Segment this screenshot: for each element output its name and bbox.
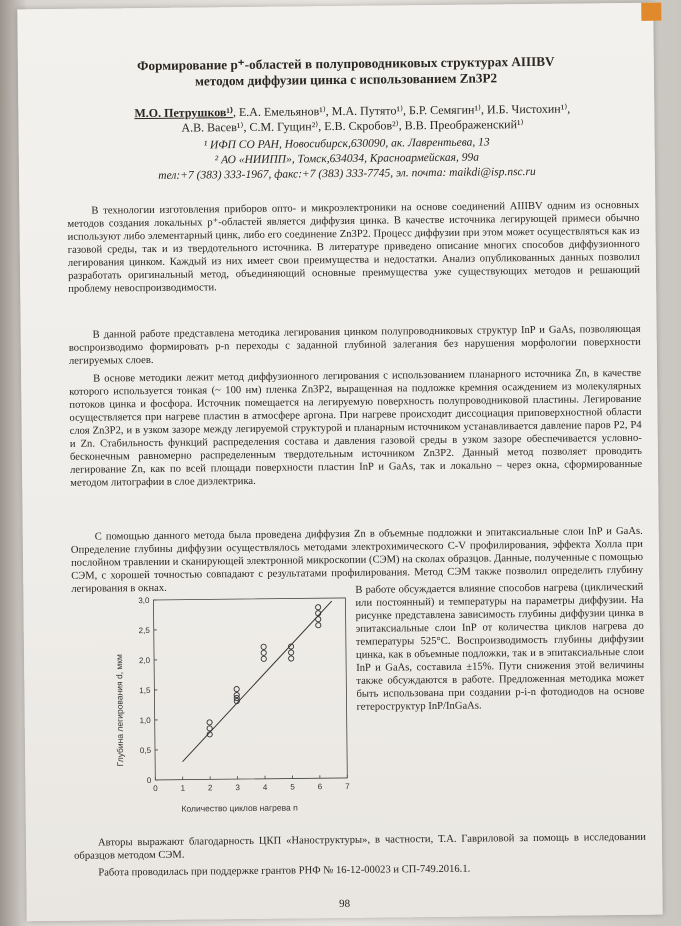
- data-point: [289, 650, 294, 655]
- paragraph-5: В работе обсуждается влияние способов нагрева (циклический или постоянный) и температуры на параметры диффузии. На рисунке представлена зависимость глубины диффузии цинка в эпитаксиальные слои InP от количества циклов нагрева до температуры 525°C. Воспроизводимость глубины диффузии цинка, как в объемные подложки, так и в эпитаксиальные слои InP и GaAs, составила ±15%. Пути снижения этой величины также обсуждаются в работе. Предложенная методика может быть использована при создании p-i-n фотодиодов на основе гетероструктур InP/InGaAs.: [355, 581, 645, 713]
- y-tick-label: 2,5: [138, 626, 150, 636]
- y-tick-label: 0,5: [139, 745, 152, 756]
- x-tick-label: 0: [153, 783, 158, 793]
- x-tick-label: 1: [180, 783, 186, 793]
- document-page: [17, 3, 663, 922]
- y-tick-label: 3,0: [138, 596, 150, 606]
- paragraph-6: Авторы выражают благодарность ЦКП «Наноструктуры», в частности, Т.А. Гавриловой за помощь в исследовании образцов методом СЭМ.: [74, 831, 647, 862]
- x-tick-label: 3: [235, 783, 240, 793]
- fit-line: [181, 601, 334, 762]
- contact-info: тел:+7 (383) 333-1967, факс:+7 (383) 333-7745, эл. почта: maikdi@isp.nsc.ru: [158, 165, 536, 182]
- data-point: [316, 617, 321, 622]
- paragraph-1: В технологии изготовления приборов опто- и микроэлектроники на основе соединений AIIIBV одним из основных методов создания локальных p⁺-областей является диффузия цинка. В качестве источника легирующей примеси обычно используют либо элементарный цинк, либо его соединение Zn3P2. Процесс диффузии при этом может осуществляться как из газовой среды, так и из твердотельного источника. В литературе приведено описание многих способов диффузионного легирования цинком. Каждый из них имеет свои преимущества и недостатки. Анализ опубликованных данных позволил разработать оригинальный метод, объединяющий основные преимущества уже существующих методов и решающий проблему невоспроизводимости.: [67, 199, 641, 295]
- paragraph-7: Работа проводилась при поддержке грантов РНФ № 16-12-00023 и СП-749.2016.1.: [98, 863, 471, 879]
- y-tick-label: 1,5: [139, 685, 151, 696]
- data-point: [207, 726, 212, 731]
- y-tick-label: 1,0: [139, 715, 151, 726]
- x-tick-label: 7: [345, 781, 350, 791]
- affiliation-1: ¹ ИФП СО РАН, Новосибирск,630090, ак. Лаврентьева, 13: [203, 136, 490, 152]
- title-line-1: Формирование p⁺-областей в полупроводниковых структурах AIIIBV: [137, 53, 555, 74]
- paragraph-2: В данной работе представлена методика легирования цинком полупроводниковых структур InP и GaAs, позволяющая воспроизводимо формировать p-n переходы с заданной глубиной залегания без нарушения морфологии поверхности легируемых слоев.: [68, 323, 641, 367]
- affiliation-2: ² АО «НИИПП», Томск,634034, Красноармейская, 99а: [214, 151, 479, 167]
- affiliations: [59, 134, 635, 185]
- data-point: [315, 605, 320, 610]
- authors: [68, 101, 636, 137]
- x-tick-label: 6: [317, 782, 323, 792]
- chart-svg: [109, 588, 359, 819]
- x-tick-label: 4: [262, 782, 268, 792]
- lead-author: М.О. Петрушков¹⁾: [134, 105, 233, 121]
- paragraph-4: С помощью данного метода была проведена диффузия Zn в объемные подложки и эпитаксиальные слои InP и GaAs. Определение глубины диффузии осуществлялось методами электрохимического C-V профилирования, эффекта Холла при послойном травлении и сканирующей электронной микроскопии (СЭМ) на сколах образцов. Данные, полученные с помощью СЭМ, с хорошей точностью совпадают с результатами профилирования. Метод СЭМ также позволил определить глубину легирования в окнах.: [70, 525, 644, 595]
- data-point: [316, 623, 321, 628]
- authors-line-1: , Е.А. Емельянов¹⁾, М.А. Путято¹⁾, Б.Р. Семягин¹⁾, И.Б. Чистохин¹⁾,: [232, 101, 571, 120]
- data-point: [207, 720, 212, 725]
- chart-ticks: [138, 594, 350, 793]
- authors-line-2: А.В. Васев¹⁾, С.М. Гущин²⁾, Е.В. Скробов²⁾, В.В. Преображенский¹⁾: [181, 117, 524, 135]
- y-tick-label: 2,0: [138, 656, 151, 666]
- data-point: [289, 656, 294, 661]
- data-point: [261, 656, 266, 661]
- y-axis-label: Глубина легирования d, мкм: [114, 654, 126, 767]
- data-point: [261, 644, 266, 649]
- x-tick-label: 2: [207, 783, 213, 793]
- title-line-2: методом диффузии цинка с использованием Zn3P2: [194, 70, 498, 89]
- x-axis-label: Количество циклов нагрева n: [181, 802, 298, 814]
- page-number: 98: [339, 897, 351, 911]
- paragraph-3: В основе методики лежит метод диффузионного легирования с использованием планарного источника Zn, в качестве которого используется тонкая (~ 100 нм) пленка Zn3P2, выращенная на подложке кремния осаждением из молекулярных потоков цинка и фосфора. Источник помещается на легируемую поверхность полупроводниковой пластины. Легирование осуществляется при нагреве пластин в атмосфере аргона. При нагреве происходит диссоциация приповерхностной области слоя Zn3P2, и в узком зазоре между легируемой структурой и планарным источником устанавливается давление паров P2, P4 и Zn. Стабильность функций распределения состава и давления газовой среды в узком зазоре обеспечивается условно-бесконечным равномерно распределенным твердотельным источником Zn3P2. Данный метод позволяет проводить легирование Zn, как по всей площади поверхности пластин InP и GaAs, так и локально – через окна, сформированные методом литографии в слое диэлектрика.: [69, 367, 643, 489]
- data-point: [261, 650, 266, 655]
- paper-title: [58, 53, 634, 91]
- chart-marks: [181, 601, 334, 762]
- data-point: [234, 686, 239, 691]
- page-tab-marker: [641, 3, 661, 21]
- diffusion-depth-chart: [109, 588, 359, 819]
- y-tick-label: 0: [146, 775, 152, 786]
- x-tick-label: 5: [290, 782, 295, 792]
